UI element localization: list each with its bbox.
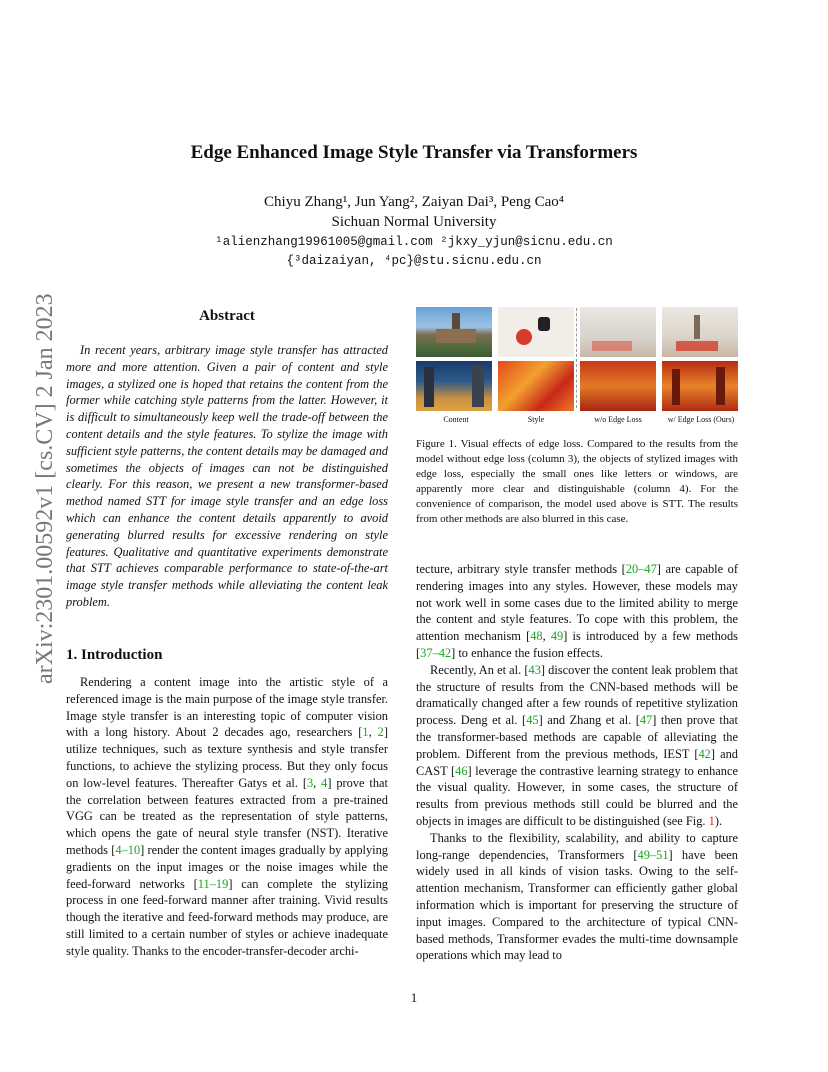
paragraph-text: ] are capable of rendering images into any styles. However, these models may not work well in some cases due to the limited ability to merge the content and style features. To cope with this problem, the attention mechanism [ <box>416 562 738 644</box>
paragraph-text: ] then prove that the transformer-based methods are capable of alleviating the problem. Different from the previous methods, IEST [ <box>416 713 738 761</box>
citation-link[interactable]: 45 <box>526 713 539 728</box>
section-heading-introduction: 1. Introduction <box>66 647 163 663</box>
figure-label-content: Content <box>443 415 469 424</box>
paragraph-text: ). <box>714 813 723 828</box>
paragraph-text: Rendering a content image into the artistic style of a referenced image is the main purpose of the image style transfer. Image style transfer is an interesting topic of computer vision with a long history. About 2 decades ago, researchers [ <box>66 675 388 740</box>
citation-link[interactable]: 20–47 <box>625 562 657 576</box>
page-number: 1 <box>410 990 418 1005</box>
intro-right-column <box>416 561 738 964</box>
result-without-edge-loss-2 <box>580 361 656 411</box>
citation-link[interactable]: 48 <box>530 629 543 644</box>
content-image-2 <box>416 361 492 411</box>
citation-link[interactable]: 37–42 <box>420 645 452 660</box>
paragraph-text: ] discover the content leak problem that the structure of results from the CNN-based methods will be dramatically changed after a few rounds of repetitive stylization process. Deng et al. [ <box>416 662 738 728</box>
figure-label-with-edge-loss: w/ Edge Loss (Ours) <box>667 415 735 424</box>
figure-label-style: Style <box>527 415 545 424</box>
citation-link[interactable]: 47 <box>639 713 653 728</box>
figure-label-without-edge-loss: w/o Edge Loss <box>594 415 642 424</box>
result-without-edge-loss-1 <box>580 307 656 357</box>
paragraph-text: ] can complete the stylizing process in one feed-forward manner after training. Vivid results though the iterative and feed-forward methods may produce, are still limited to a certain number of styles or achieve inadequate style quality. Thanks to the encoder-transfer-decoder archi- <box>66 876 388 958</box>
email-line-2: {³daizaiyan, ⁴pc}@stu.sicnu.edu.cn <box>286 254 542 268</box>
paragraph-text: tecture, arbitrary style transfer methods [ <box>416 562 626 576</box>
intro-text-right-2 <box>416 830 738 964</box>
citation-link[interactable]: 1 <box>362 725 369 740</box>
paragraph-text: , <box>368 725 378 740</box>
citation-link[interactable]: 4–10 <box>115 842 141 857</box>
paragraph-text: ] utilize techniques, such as texture synthesis and style transfer functions, to achieve the stylizing process. But they only focus on low-level features. Thereafter Gatys et al. [ <box>66 725 388 790</box>
paragraph-text: Recently, An et al. [ <box>430 662 529 677</box>
paragraph-text: , <box>313 775 322 790</box>
paper-title: Edge Enhanced Image Style Transfer via Transformers <box>190 142 638 163</box>
arxiv-stamp-text: arXiv:2301.00592v1 [cs.CV] 2 Jan 2023 <box>32 293 58 684</box>
result-with-edge-loss-2 <box>662 361 738 411</box>
abstract-text: In recent years, arbitrary image style transfer has attracted more and more attention. Given a pair of content and style images, a stylized one is hoped that retains the content from the former while catching style patterns from the latter. However, it is difficult to simultaneously keep well the trade-off between the content details and the style features. To stylize the image with sufficient style patterns, the content details may be damaged and sometimes the objects of images can not be distinguished clearly. For this reason, we present a new transformer-based method named STT for image style transfer and an edge loss which can enhance the content details apparently to avoid generating blurred results for excessive rendering on style features. Qualitative and quantitative experiments demonstrate that STT achieves comparable performance to state-of-the-art image style transfer methods while alleviating the content leak problem. <box>66 343 388 609</box>
paragraph-text: ] render the content images gradually by applying gradients on the input images or the noise images while the feed-forward networks [ <box>66 842 388 891</box>
paragraph-text: Thanks to the flexibility, scalability, and ability to capture long-range dependencies, Transformers [ <box>416 830 738 862</box>
citation-link[interactable]: 3 <box>306 775 314 790</box>
figure-1 <box>416 307 738 417</box>
content-image-1 <box>416 307 492 357</box>
abstract-body <box>66 342 388 611</box>
result-with-edge-loss-1 <box>662 307 738 357</box>
style-image-1 <box>498 307 574 357</box>
citation-link[interactable]: 43 <box>528 662 541 677</box>
paragraph-text: ] have been widely used in all kinds of vision tasks. Owing to the self-attention mechanism, Transformer can efficiently gather global information which is important for preserving the structure of input images. Compared to the architecture of typical CNN-based methods, Transformer evades the multi-time downsample operations which may lead to <box>416 847 738 963</box>
citation-link[interactable]: 49 <box>550 629 564 644</box>
figure-1-caption: Figure 1. Visual effects of edge loss. Compared to the results from the model without edge loss (column 3), the objects of stylized images with edge loss, especially the small ones like letters or windows, are apparently more clear and distinguishable (column 4). For the convenience of comparison, the model used above is STT. The results from other methods are also blurred in this case. <box>416 438 738 525</box>
intro-text-right-0 <box>416 561 738 662</box>
intro-text-right-1 <box>416 662 738 830</box>
paragraph-text: ] leverage the contrastive learning strategy to enhance the visual quality. However, in some cases, the structure of results from previous methods still could be blurred and the objects in images are difficult to be distinguished (see Fig. <box>416 763 738 828</box>
email-line-1: ¹alienzhang19961005@gmail.com ²jkxy_yjun@sicnu.edu.cn <box>215 235 613 249</box>
arxiv-stamp <box>12 293 58 696</box>
citation-link[interactable]: 42 <box>698 746 711 761</box>
paragraph-text: ] and Zhang et al. [ <box>538 713 640 728</box>
citation-link[interactable]: 4 <box>321 775 328 790</box>
citation-link[interactable]: 11–19 <box>197 876 229 891</box>
paragraph-text: ] and CAST [ <box>416 746 738 778</box>
paragraph-text: ] prove that the correlation between features extracted from a pre-trained VGG can be treated as the representation of style patterns, which opens the gate of neural style transfer (NST). Iterative methods [ <box>66 775 388 857</box>
style-image-2 <box>498 361 574 411</box>
figure-separator <box>576 308 577 408</box>
paragraph-text: ] to enhance the fusion effects. <box>451 645 603 660</box>
citation-link[interactable]: 2 <box>377 725 384 740</box>
citation-link[interactable]: 46 <box>455 763 468 778</box>
citation-link[interactable]: 49–51 <box>637 847 669 862</box>
paragraph-text: , <box>542 629 551 644</box>
affiliation: Sichuan Normal University <box>331 214 497 230</box>
intro-text-left <box>66 674 388 960</box>
intro-paragraph-1 <box>66 674 388 960</box>
author-list: Chiyu Zhang¹, Jun Yang², Zaiyan Dai³, Peng Cao⁴ <box>264 194 564 210</box>
paragraph-text: ] is introduced by a few methods [ <box>416 629 738 660</box>
figure-reference-link[interactable]: 1 <box>708 813 715 828</box>
abstract-heading: Abstract <box>199 308 255 324</box>
